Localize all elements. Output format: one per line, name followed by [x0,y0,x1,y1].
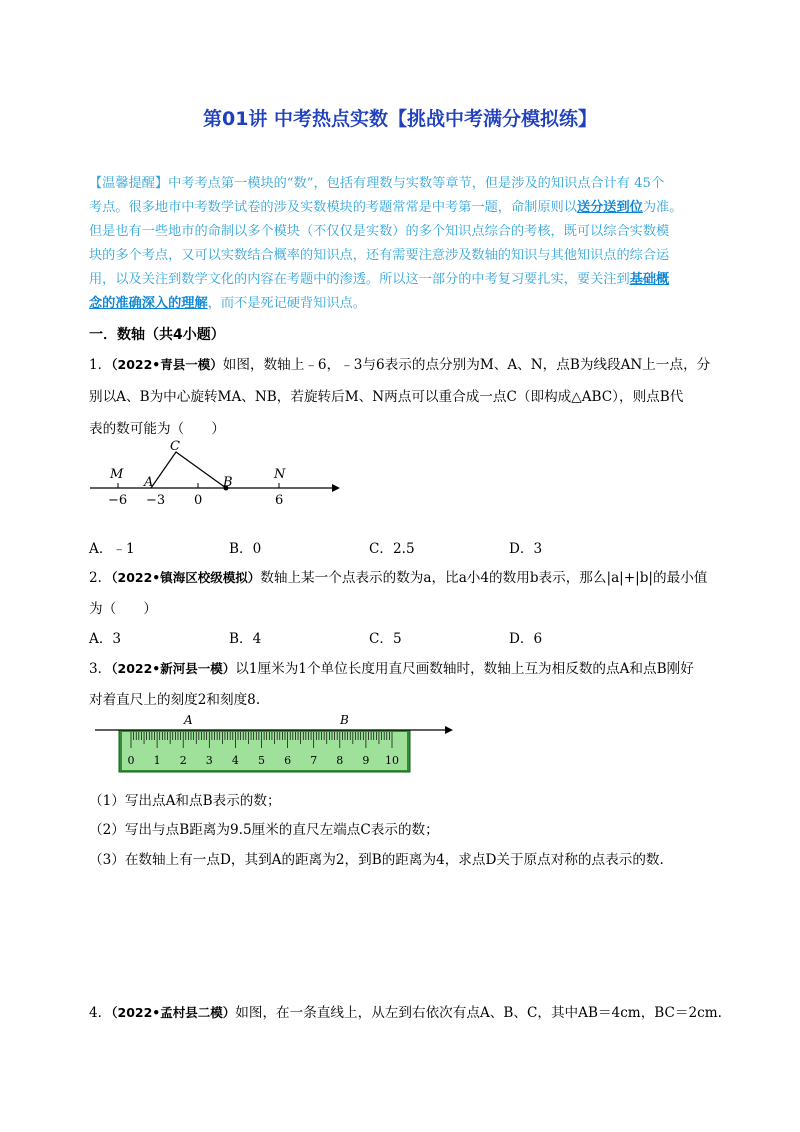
section-heading: 一．数轴（共4小题） [89,327,225,343]
q1-label-b: B [223,475,233,490]
ruler-label-b: B [340,713,349,727]
emphasis-basic-concepts-2: 念的准确深入的理解 [89,296,208,311]
reminder-line-2: 考点。很多地市中考数学试卷的涉及实数模块的考题常常是中考第一题，命制原则以送分送到位为准。 [89,200,683,215]
q1-tick-label-0: 0 [194,493,203,508]
q3-sub-1: （1）写出点A和点B表示的数； [89,793,281,809]
q1-label-n: N [274,467,286,482]
q1-tick-label-neg6: −6 [108,493,128,508]
q1-line-2: 别以A、B为中心旋转MA、NB，若旋转后M、N两点可以重合成一点C（即构成△ABC），则点B代 [89,389,684,405]
reminder-line-1: 【温馨提醒】中考考点第一模块的“数”，包括有理数与实数等章节，但是涉及的知识点合计有 45个 [89,176,665,191]
q2-option-b: B．4 [229,631,262,647]
ruler-number: 9 [362,754,370,767]
ruler-number: 10 [385,754,399,767]
ruler-number: 3 [205,754,213,767]
q2-option-d: D．6 [509,631,543,647]
ruler-number: 5 [258,754,265,767]
q3-line-2: 对着直尺上的刻度2和刻度8. [89,692,261,708]
q3-sub-2: （2）写出与点B距离为9.5厘米的直尺左端点C表示的数； [89,822,439,838]
ruler-number: 2 [179,754,187,767]
q1-label-c: C [170,439,180,454]
reminder-line-6: 念的准确深入的理解，而不是死记硬背知识点。 [89,296,366,311]
q4-line-1: 4．（2022•孟村县二模）如图，在一条直线上，从左到右依次有点A、B、C，其中AB＝4cm，BC＝2cm. [89,1005,722,1021]
q1-line-1: 1．（2022•青县一模）如图，数轴上﹣6，﹣3与6表示的点分别为M、A、N，点B为线段AN上一点，分 [89,357,711,373]
ruler-label-a: A [184,713,193,727]
ruler-number: 4 [231,754,239,767]
q2-option-c: C．5 [369,631,402,647]
q2-option-a: A．3 [89,631,122,647]
q1-label-a: A [144,475,154,490]
q2-line-2: 为（ ） [89,601,157,617]
q1-option-c: C．2.5 [369,541,415,557]
q1-line-3: 表的数可能为（ ） [89,421,225,437]
q1-tick-label-neg3: −3 [146,493,166,508]
q1-option-b: B．0 [229,541,262,557]
reminder-line-3: 但是也有一些地市的命制以多个模块（不仅仅是实数）的多个知识点综合的考核，既可以综合实数模 [89,224,670,239]
q3-line-1: 3．（2022•新河县一模）以1厘米为1个单位长度用直尺画数轴时，数轴上互为相反数的点A和点B刚好 [89,661,694,677]
reminder-line-4: 块的多个考点，又可以实数结合概率的知识点，还有需要注意涉及数轴的知识与其他知识点的综合运 [89,248,670,263]
q1-label-m: M [110,467,124,482]
q1-option-d: D．3 [509,541,543,557]
q3-axis-arrow [445,726,453,734]
page-title: 第01讲 中考热点实数【挑战中考满分模拟练】 [202,108,598,130]
q3-sub-3: （3）在数轴上有一点D，其到A的距离为2，到B的距离为4，求点D关于原点对称的点表示的数. [89,852,664,868]
emphasis-basic-concepts-1: 基础概 [629,272,670,287]
q1-option-a: A．﹣1 [89,541,135,557]
ruler-number: 8 [336,754,344,767]
ruler-number: 0 [127,754,135,767]
ruler-number: 6 [284,754,292,767]
q2-line-1: 2．（2022•镇海区校级模拟）数轴上某一个点表示的数为a，比a小4的数用b表示，那么|a|+|b|的最小值 [89,570,708,586]
reminder-line-5: 用，以及关注到数学文化的内容在考题中的渗透。所以这一部分的中考复习要扎实，要关注到基础概 [89,272,670,287]
q1-tick-label-6: 6 [275,493,284,508]
emphasis-send-points: 送分送到位 [576,200,643,215]
ruler-number: 7 [310,754,318,767]
ruler-number: 1 [153,754,161,767]
